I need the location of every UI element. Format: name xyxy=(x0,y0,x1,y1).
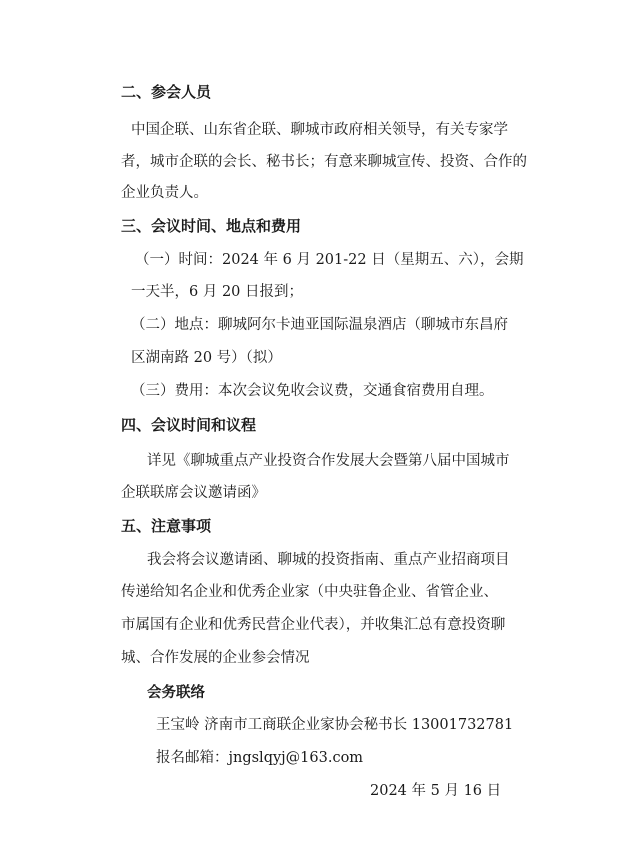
section-heading-attendees: 二、参会人员 xyxy=(121,83,212,101)
body-line: 区湖南路 20 号）（拟） xyxy=(131,350,282,366)
body-line: 我会将会议邀请函、聊城的投资指南、重点产业招商项目 xyxy=(147,552,510,568)
body-line: 市属国有企业和优秀民营企业代表），并收集汇总有意投资聊 xyxy=(121,617,506,633)
body-line: 城、合作发展的企业参会情况 xyxy=(121,650,310,666)
body-line: 者，城市企联的会长、秘书长；有意来聊城宣传、投资、合作的 xyxy=(121,154,527,170)
body-line: 一天半，6 月 20 日报到； xyxy=(131,284,304,300)
body-line: 传递给知名企业和优秀企业家（中央驻鲁企业、省管企业、 xyxy=(121,584,498,600)
document-date: 2024 年 5 月 16 日 xyxy=(370,783,502,799)
contact-person: 王宝岭 济南市工商联企业家协会秘书长 13001732781 xyxy=(156,717,514,733)
body-line: 中国企联、山东省企联、聊城市政府相关领导，有关专家学 xyxy=(131,122,508,138)
section-heading-notes: 五、注意事项 xyxy=(121,517,212,535)
contact-title: 会务联络 xyxy=(147,685,205,701)
contact-email: 报名邮箱：jngslqyj@163.com xyxy=(156,750,364,766)
body-line: （一）时间：2024 年 6 月 201-22 日（星期五、六），会期 xyxy=(135,252,524,268)
body-line: 企联联席会议邀请函》 xyxy=(121,485,266,501)
section-heading-agenda: 四、会议时间和议程 xyxy=(121,416,257,434)
body-line: （二）地点：聊城阿尔卡迪亚国际温泉酒店（聊城市东昌府 xyxy=(131,317,508,333)
body-line: 企业负责人。 xyxy=(121,185,208,201)
body-line: 详见《聊城重点产业投资合作发展大会暨第八届中国城市 xyxy=(147,453,510,469)
body-line: （三）费用：本次会议免收会议费，交通食宿费用自理。 xyxy=(131,383,494,399)
section-heading-time-place-fees: 三、会议时间、地点和费用 xyxy=(121,217,302,235)
